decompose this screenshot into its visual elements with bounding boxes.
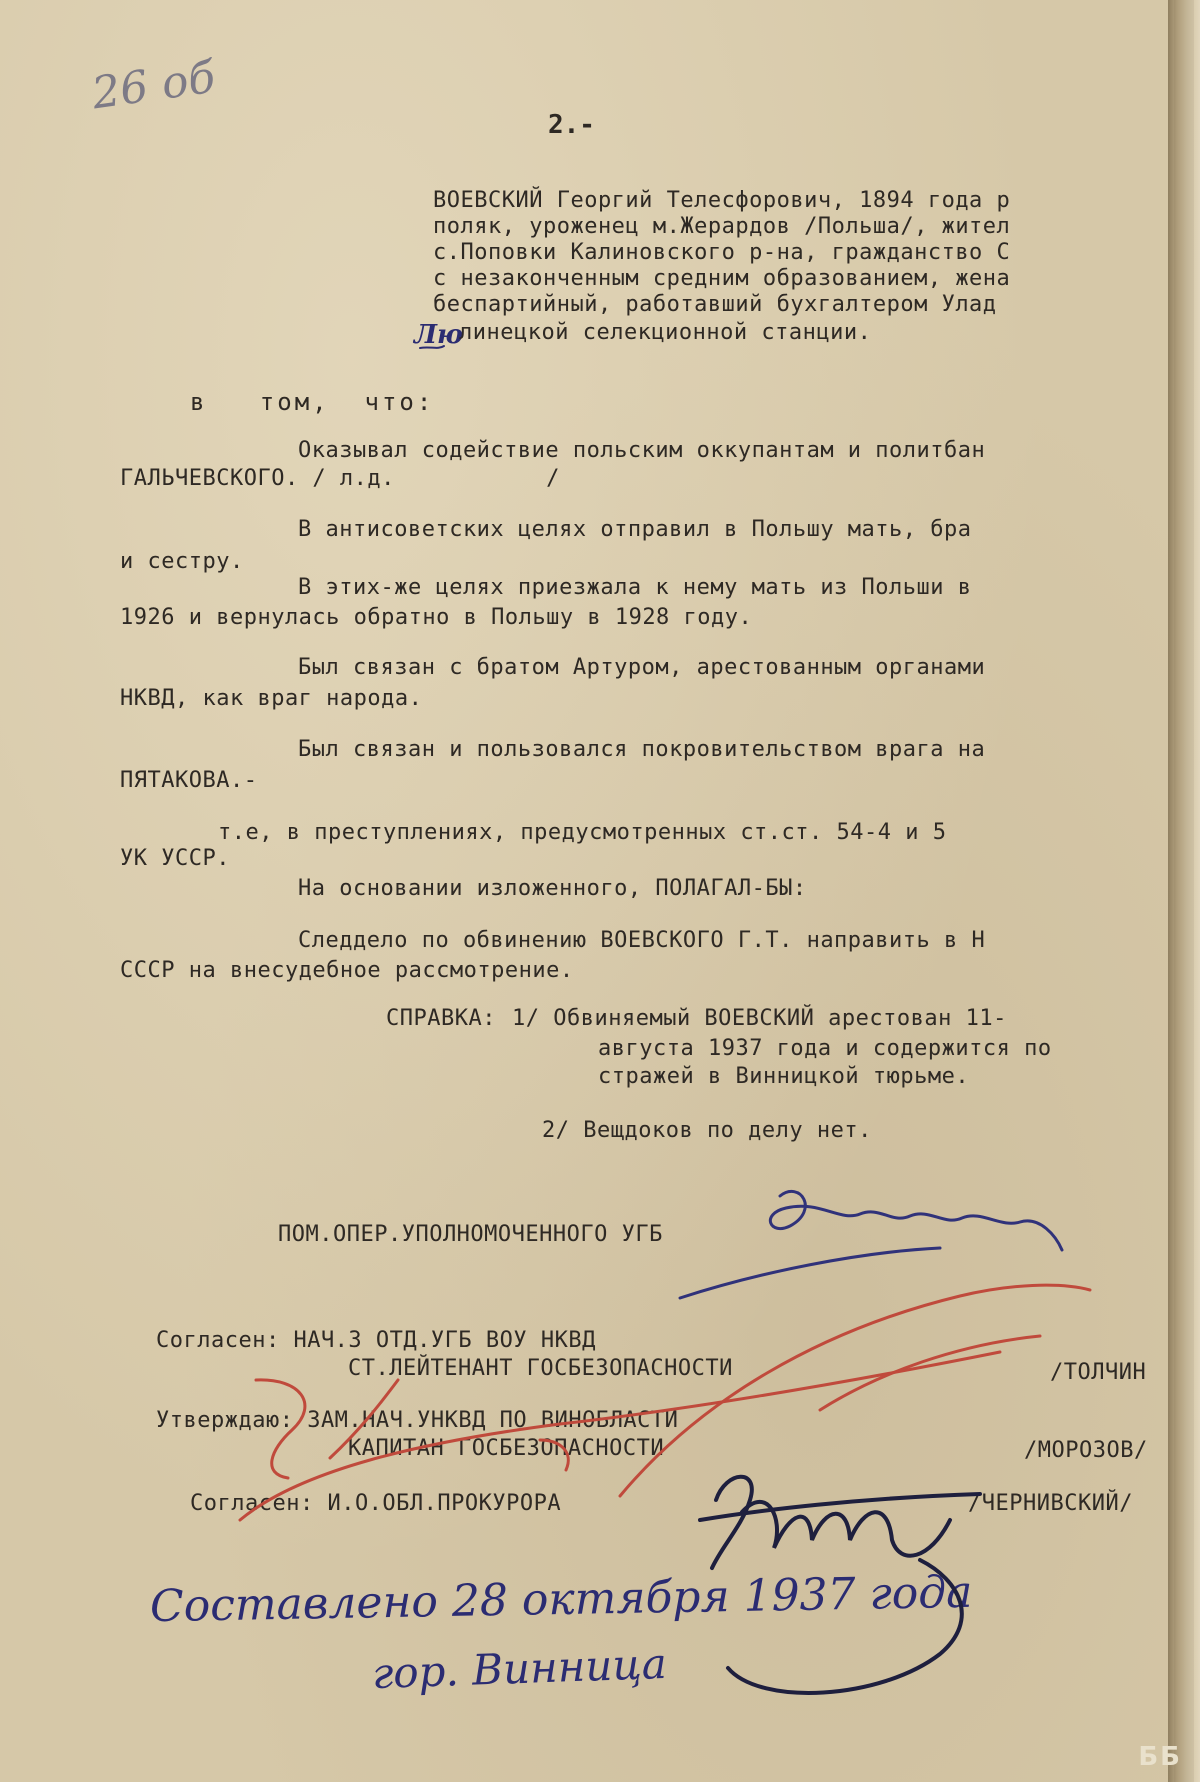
officer-title: ПОМ.ОПЕР.УПОЛНОМОЧЕННОГО УГБ: [278, 1222, 663, 1247]
accusation-paragraph-cont: 1926 и вернулась обратно в Польшу в 1928 году.: [120, 605, 753, 630]
crimes-line: УК УССР.: [120, 846, 230, 871]
accused-line: беспартийный, работавший бухгалтером Улад: [433, 292, 997, 317]
resolution-line: СССР на внесудебное рассмотрение.: [120, 958, 574, 983]
agreed-rank: СТ.ЛЕЙТЕНАНТ ГОСБЕЗОПАСНОСТИ: [348, 1356, 733, 1381]
prosecutor-name: /ЧЕРНИВСКИЙ/: [968, 1491, 1133, 1516]
handwritten-date: Составлено 28 октября 1937 года: [149, 1566, 973, 1633]
watermark: ББ: [1138, 1742, 1182, 1772]
accusation-paragraph-cont: ПЯТАКОВА.-: [120, 768, 258, 793]
agreed-name: /ТОЛЧИН: [1050, 1360, 1147, 1385]
prosecutor-title: Согласен: И.О.ОБЛ.ПРОКУРОРА: [190, 1491, 562, 1516]
reference-label: СПРАВКА:: [386, 1006, 496, 1031]
agreed-title: Согласен: НАЧ.3 ОТД.УГБ ВОУ НКВД: [156, 1328, 596, 1353]
accused-line: с незаконченным средним образованием, жена: [433, 266, 1011, 291]
accused-line: с.Поповки Калиновского р-на, гражданство С: [433, 240, 1011, 265]
resolution-line: Следдело по обвинению ВОЕВСКОГО Г.Т. направить в Н: [298, 928, 986, 953]
approved-name: /МОРОЗОВ/: [1024, 1438, 1148, 1463]
accused-line: ВОЕВСКИЙ Георгий Телесфорович, 1894 года р: [433, 188, 1011, 213]
approved-rank: КАПИТАН ГОСБЕЗОПАСНОСТИ: [348, 1436, 665, 1461]
accusation-paragraph: В этих-же целях приезжала к нему мать из Польши в: [298, 575, 972, 600]
handwritten-insert: Лю: [414, 320, 464, 350]
officer-signature: [680, 1191, 1062, 1298]
edge-shadow: [1174, 0, 1194, 1782]
accusation-paragraph: Был связан с братом Артуром, арестованным органами: [298, 655, 986, 680]
page-number: 2.-: [548, 110, 595, 140]
prosecutor-signature: [700, 1477, 980, 1693]
accusation-paragraph-cont: и сестру.: [120, 549, 244, 574]
crimes-line: т.е, в преступлениях, предусмотренных ст.ст. 54-4 и 5: [218, 820, 947, 845]
approved-title: Утверждаю: ЗАМ.НАЧ.УНКВД ПО ВИНОБЛАСТИ: [156, 1408, 679, 1433]
handwritten-city: гор. Винница: [371, 1638, 668, 1699]
accusation-heading: в том, что:: [190, 388, 435, 416]
accused-line: поляк, уроженец м.Жерардов /Польша/, жител: [433, 214, 1011, 239]
reference-item-line: 1/ Обвиняемый ВОЕВСКИЙ арестован 11-: [512, 1006, 1007, 1031]
red-pencil-marks: [240, 1285, 1090, 1520]
page-binding-edge: [1168, 0, 1200, 1782]
accusation-paragraph: Оказывал содействие польским оккупантам и политбан: [298, 438, 986, 463]
accusation-paragraph-cont: НКВД, как враг народа.: [120, 686, 423, 711]
accusation-paragraph-cont: ГАЛЬЧЕВСКОГО. / л.д. /: [120, 466, 560, 491]
accused-line: линецкой селекционной станции.: [459, 320, 872, 345]
reference-item-line: стражей в Винницкой тюрьме.: [598, 1064, 970, 1089]
archive-page-note: 26 об: [88, 51, 219, 120]
blue-underline: [420, 346, 444, 348]
accusation-paragraph: В антисоветских целях отправил в Польшу мать, бра: [298, 517, 972, 542]
reference-item-line: 2/ Вещдоков по делу нет.: [542, 1118, 872, 1143]
resolution-heading: На основании изложенного, ПОЛАГАЛ-БЫ:: [298, 876, 807, 901]
reference-item-line: августа 1937 года и содержится по: [598, 1036, 1052, 1061]
accusation-paragraph: Был связан и пользовался покровительством врага на: [298, 737, 986, 762]
